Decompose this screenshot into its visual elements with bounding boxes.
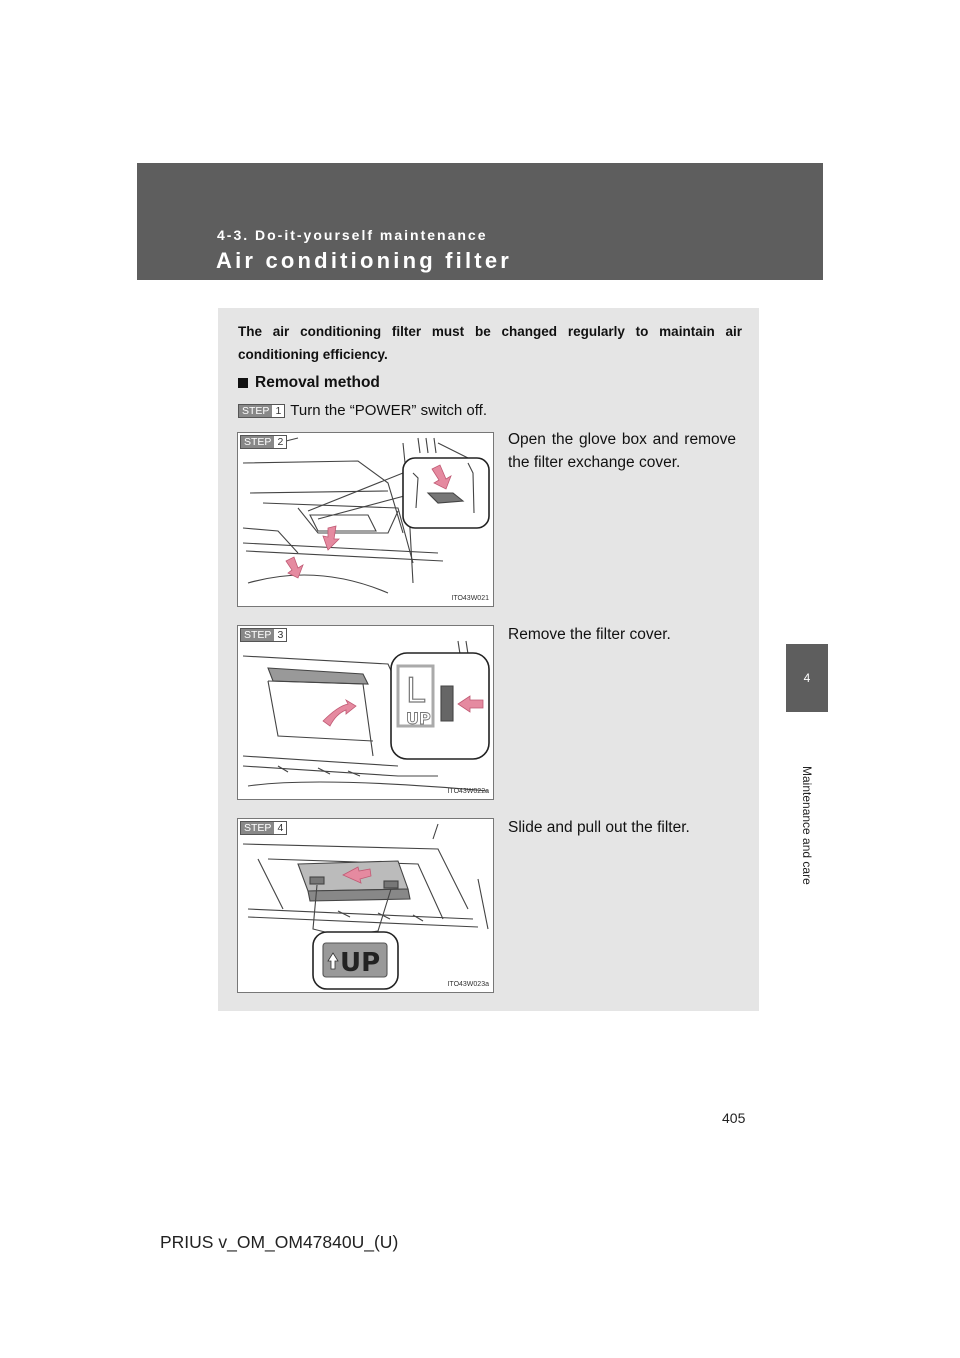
step-1 [238, 402, 487, 419]
step-2-text: Open the glove box and remove the filter exchange cover. [508, 431, 736, 471]
step-number: 4 [277, 822, 284, 834]
step-3-figure [237, 625, 494, 800]
step-3-text: Remove the filter cover. [508, 626, 671, 643]
step-number: 3 [277, 629, 284, 641]
page-number: 405 [722, 1110, 746, 1126]
chapter-header [137, 163, 823, 280]
step-number: 2 [277, 436, 284, 448]
step-word: STEP [241, 629, 274, 641]
figure-code: ITO43W021 [451, 595, 489, 602]
intro-text: The air conditioning filter must be changed regularly to maintain air conditioning efficiency. [238, 324, 742, 362]
filter-cover-illustration [238, 626, 494, 800]
square-bullet-icon [238, 378, 248, 388]
chapter-number: 4 [803, 671, 811, 685]
page-title: Air conditioning filter [216, 248, 513, 273]
chapter-side-label: Maintenance and care [800, 766, 814, 885]
figure-label-l: L [406, 671, 425, 711]
figure-code: ITO43W022a [447, 788, 489, 795]
subheading-text: Removal method [255, 374, 380, 391]
step-1-text: Turn the “POWER” switch off. [290, 402, 487, 419]
step-badge [238, 404, 285, 418]
step-badge [240, 435, 287, 449]
step-4-text: Slide and pull out the filter. [508, 819, 690, 836]
step-word: STEP [239, 405, 272, 417]
filter-slide-illustration [238, 819, 494, 993]
glove-box-illustration [238, 433, 494, 607]
step-word: STEP [241, 822, 274, 834]
section-label: 4-3. Do-it-yourself maintenance [217, 227, 488, 243]
chapter-tab [786, 644, 828, 712]
step-badge [240, 821, 287, 835]
step-2-figure [237, 432, 494, 607]
step-4-figure [237, 818, 494, 993]
figure-label-up: UP [406, 709, 431, 728]
document-footer: PRIUS v_OM_OM47840U_(U) [160, 1232, 399, 1252]
step-badge [240, 628, 287, 642]
figure-label-up: UP [340, 948, 381, 978]
subheading [238, 374, 380, 392]
content-box [218, 308, 759, 1011]
step-word: STEP [241, 436, 274, 448]
step-number: 1 [275, 404, 282, 417]
figure-code: ITO43W023a [447, 981, 489, 988]
